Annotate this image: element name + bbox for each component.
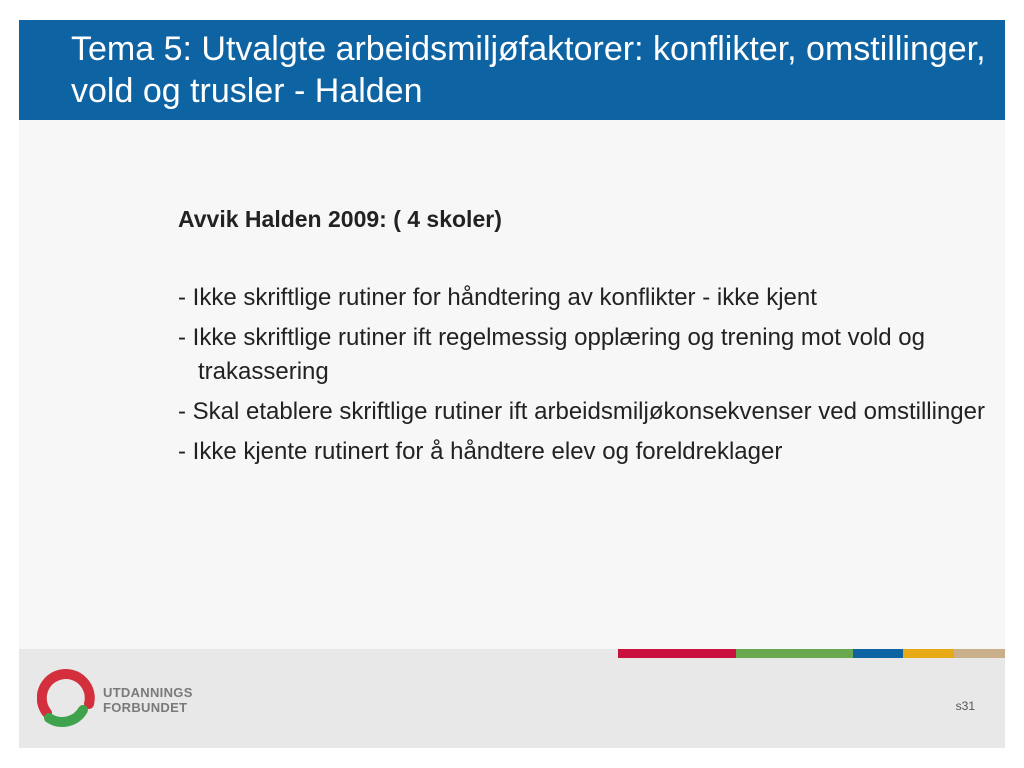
stripe-yellow (903, 649, 954, 658)
stripe-tan (954, 649, 1005, 658)
bullet-list (178, 281, 988, 469)
bullet-item: - Ikke skriftlige rutiner ift regelmessig opplæring og trening mot vold og trakassering (178, 324, 925, 385)
logo-line-1: UTDANNINGS (103, 685, 193, 700)
stripe-red (618, 649, 736, 658)
logo-circle-icon (37, 666, 99, 732)
stripe-green (736, 649, 853, 658)
footer (19, 649, 1005, 748)
slide (19, 20, 1005, 748)
page-number: s31 (955, 699, 975, 713)
bullet-item: - Ikke kjente rutinert for å håndtere elev og foreldreklager (178, 438, 783, 465)
utdanningsforbundet-logo (37, 666, 237, 732)
logo-text (103, 685, 193, 715)
logo-line-2: FORBUNDET (103, 700, 188, 715)
color-stripes (618, 649, 1005, 658)
slide-content (178, 202, 988, 475)
bullet-item: - Ikke skriftlige rutiner for håndtering av konflikter - ikke kjent (178, 284, 817, 311)
bullet-item: - Skal etablere skriftlige rutiner ift arbeidsmiljøkonsekvenser ved omstillinger (178, 398, 985, 425)
slide-title: Tema 5: Utvalgte arbeidsmiljøfaktorer: konflikter, omstillinger, vold og trusler - Halden (71, 30, 986, 110)
title-bar (19, 20, 1005, 120)
content-heading: Avvik Halden 2009: ( 4 skoler) (178, 206, 502, 232)
stripe-blue (853, 649, 903, 658)
